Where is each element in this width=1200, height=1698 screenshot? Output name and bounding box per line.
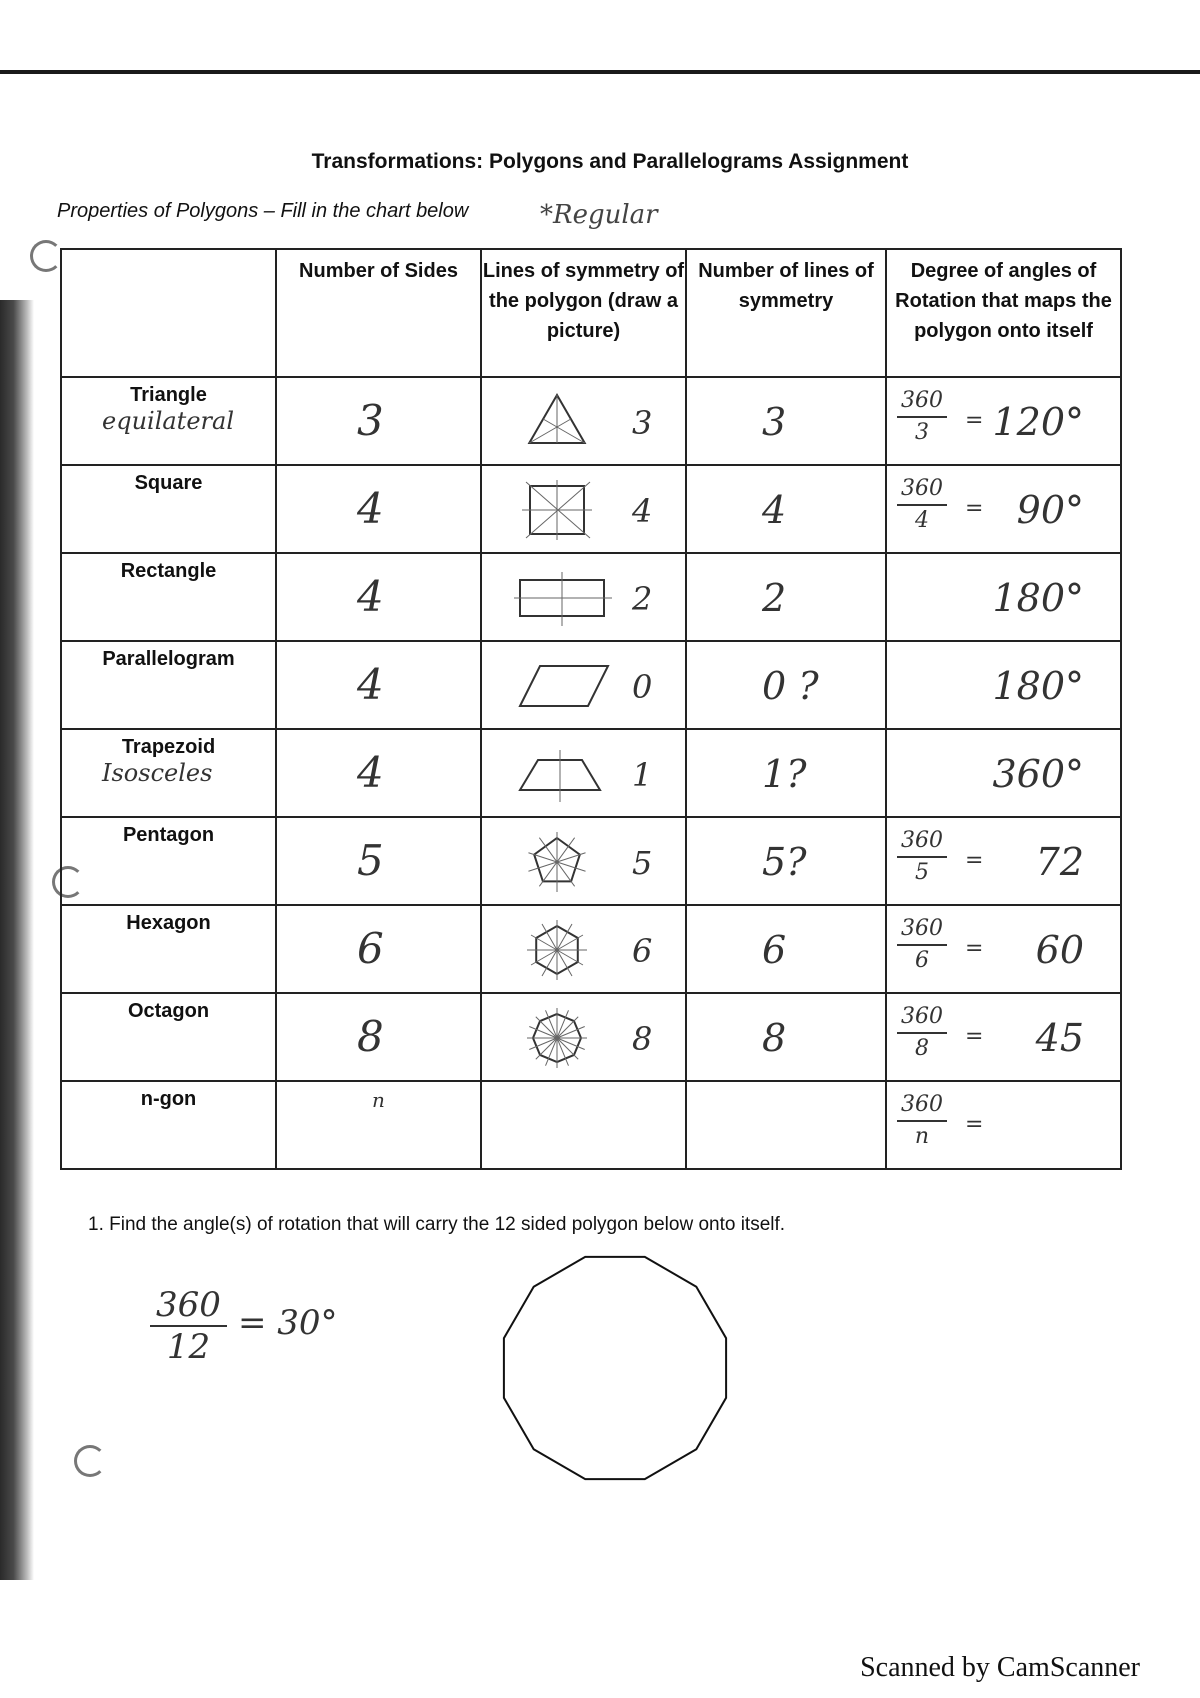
symmetry-drawing-cell <box>481 465 686 553</box>
drawn-lines-count: 2 <box>632 580 653 618</box>
sides-value: 3 <box>357 396 384 445</box>
shape-name: Square <box>134 472 203 494</box>
equals-sign: = <box>965 408 984 433</box>
sides-cell <box>276 905 481 993</box>
header-blank <box>61 249 276 377</box>
answer-denominator: 12 <box>166 1327 211 1367</box>
shape-cell <box>61 729 276 817</box>
rotation-result: 120° <box>992 400 1084 444</box>
symmetry-sketch <box>512 478 622 540</box>
fraction-numerator: 360 <box>897 826 947 858</box>
lines-count-cell <box>686 1081 886 1169</box>
header-rotation-degree: Degree of angles of Rotation that maps the polygon onto itself <box>886 249 1121 377</box>
drawn-lines-count: 4 <box>632 492 653 530</box>
table-row <box>61 817 1121 905</box>
scan-top-edge <box>0 70 1200 74</box>
shape-cell <box>61 465 276 553</box>
polygon-properties-table <box>60 248 1122 1170</box>
sides-value: 4 <box>357 484 384 533</box>
table-row <box>61 905 1121 993</box>
handwritten-regular-note: *Regular <box>540 200 658 230</box>
sides-cell <box>276 641 481 729</box>
symmetry-drawing-cell <box>481 905 686 993</box>
fraction-numerator: 360 <box>897 914 947 946</box>
rotation-cell <box>886 1081 1121 1169</box>
symmetry-drawing-cell <box>481 553 686 641</box>
scanner-watermark: Scanned by CamScanner <box>860 1652 1140 1683</box>
fraction-denominator: 8 <box>915 1036 929 1061</box>
lines-count-cell <box>686 817 886 905</box>
lines-count-cell <box>686 641 886 729</box>
question-1-answer <box>150 1285 338 1367</box>
sides-value: 4 <box>357 660 384 709</box>
lines-count-value: 8 <box>762 1016 787 1060</box>
table-row <box>61 377 1121 465</box>
table-row <box>61 465 1121 553</box>
rotation-cell <box>886 553 1121 641</box>
lines-count-value: 3 <box>762 400 787 444</box>
fraction-numerator: 360 <box>897 386 947 418</box>
symmetry-sketch <box>512 918 622 980</box>
shape-name: Hexagon <box>126 912 211 934</box>
shape-cell <box>61 905 276 993</box>
question-1: 1. Find the angle(s) of rotation that will carry the 12 sided polygon below onto itself. <box>88 1214 786 1235</box>
shape-note: equilateral <box>102 407 234 435</box>
rotation-cell <box>886 377 1121 465</box>
header-lines-of-symmetry: Lines of symmetry of the polygon (draw a picture) <box>481 249 686 377</box>
lines-count-cell <box>686 553 886 641</box>
rotation-fraction <box>897 826 947 888</box>
rotation-cell <box>886 729 1121 817</box>
table-row <box>61 641 1121 729</box>
rotation-cell <box>886 905 1121 993</box>
shape-name: Parallelogram <box>102 648 235 670</box>
drawn-lines-count: 0 <box>632 668 653 706</box>
rotation-fraction <box>897 914 947 976</box>
lines-count-value: 4 <box>762 488 787 532</box>
symmetry-drawing-cell <box>481 817 686 905</box>
fraction-denominator: 6 <box>915 948 929 973</box>
sides-cell <box>276 553 481 641</box>
equals-sign: = <box>965 848 984 873</box>
symmetry-sketch <box>512 390 622 452</box>
rotation-cell <box>886 641 1121 729</box>
rotation-fraction <box>897 386 947 448</box>
shape-name: Octagon <box>127 1000 210 1022</box>
shape-cell <box>61 641 276 729</box>
answer-numerator: 360 <box>150 1285 227 1327</box>
sides-value: 6 <box>357 924 384 973</box>
answer-result: = 30° <box>238 1303 338 1343</box>
sides-cell <box>276 993 481 1081</box>
shape-name: Triangle <box>130 384 207 406</box>
header-number-of-lines: Number of lines of symmetry <box>686 249 886 377</box>
shape-cell <box>61 377 276 465</box>
lines-count-value: 5? <box>762 840 807 884</box>
fraction-denominator: 4 <box>915 508 929 533</box>
lines-count-value: 1? <box>762 752 807 796</box>
table-row <box>61 993 1121 1081</box>
symmetry-sketch <box>512 830 622 892</box>
fraction-denominator: 5 <box>915 860 929 885</box>
rotation-fraction <box>897 1090 947 1152</box>
shape-name: Rectangle <box>120 560 217 582</box>
shape-name: n-gon <box>140 1088 197 1110</box>
shape-cell <box>61 993 276 1081</box>
fraction-numerator: 360 <box>897 1002 947 1034</box>
sides-value: 4 <box>357 748 384 797</box>
rotation-result: 90° <box>1016 488 1084 532</box>
equals-sign: = <box>965 1024 984 1049</box>
lines-count-value: 0 ? <box>762 664 819 708</box>
shape-name: Pentagon <box>122 824 215 846</box>
sides-cell <box>276 1081 481 1169</box>
table-row <box>61 553 1121 641</box>
fraction-numerator: 360 <box>897 1090 947 1122</box>
rotation-result: 180° <box>992 576 1084 620</box>
equals-sign: = <box>965 936 984 961</box>
drawn-lines-count: 3 <box>632 404 653 442</box>
table-row <box>61 729 1121 817</box>
rotation-fraction <box>897 474 947 536</box>
scan-left-shadow <box>0 300 34 1580</box>
symmetry-sketch <box>512 742 622 804</box>
sides-cell <box>276 465 481 553</box>
sides-value: 8 <box>357 1012 384 1061</box>
page-title: Transformations: Polygons and Parallelograms Assignment <box>311 150 909 173</box>
sides-value: n <box>372 1088 385 1112</box>
symmetry-sketch <box>512 566 622 628</box>
rotation-cell <box>886 465 1121 553</box>
dodecagon-figure <box>495 1248 735 1488</box>
rotation-result: 72 <box>1035 840 1084 884</box>
sides-cell <box>276 377 481 465</box>
lines-count-cell <box>686 465 886 553</box>
table-header-row <box>61 249 1121 377</box>
symmetry-drawing-cell <box>481 729 686 817</box>
rotation-result: 180° <box>992 664 1084 708</box>
rotation-cell <box>886 993 1121 1081</box>
punch-hole-top <box>30 240 62 272</box>
lines-count-cell <box>686 377 886 465</box>
drawn-lines-count: 1 <box>632 756 653 794</box>
sides-value: 4 <box>357 572 384 621</box>
shape-cell <box>61 817 276 905</box>
sides-cell <box>276 817 481 905</box>
rotation-cell <box>886 817 1121 905</box>
header-number-of-sides: Number of Sides <box>276 249 481 377</box>
drawn-lines-count: 5 <box>632 844 653 882</box>
rotation-fraction <box>897 1002 947 1064</box>
fraction-denominator: 3 <box>915 420 929 445</box>
punch-hole-bottom <box>74 1445 106 1477</box>
shape-name: Trapezoid <box>121 736 216 758</box>
table-row <box>61 1081 1121 1169</box>
symmetry-drawing-cell <box>481 1081 686 1169</box>
symmetry-sketch <box>512 654 622 716</box>
fraction-denominator: n <box>914 1124 930 1149</box>
symmetry-drawing-cell <box>481 641 686 729</box>
lines-count-cell <box>686 993 886 1081</box>
shape-cell <box>61 1081 276 1169</box>
shape-outline <box>520 666 608 706</box>
rotation-result: 45 <box>1035 1016 1084 1060</box>
lines-count-cell <box>686 729 886 817</box>
fraction-numerator: 360 <box>897 474 947 506</box>
equals-sign: = <box>965 496 984 521</box>
lines-count-cell <box>686 905 886 993</box>
equals-sign: = <box>965 1112 984 1137</box>
symmetry-drawing-cell <box>481 377 686 465</box>
sides-cell <box>276 729 481 817</box>
symmetry-sketch <box>512 1006 622 1068</box>
rotation-result: 360° <box>992 752 1084 796</box>
rotation-result: 60 <box>1035 928 1084 972</box>
lines-count-value: 2 <box>762 576 787 620</box>
lines-count-value: 6 <box>762 928 787 972</box>
sides-value: 5 <box>357 836 384 885</box>
symmetry-drawing-cell <box>481 993 686 1081</box>
shape-cell <box>61 553 276 641</box>
instructions: Properties of Polygons – Fill in the chart below <box>57 200 469 222</box>
shape-note: Isosceles <box>102 759 213 787</box>
drawn-lines-count: 8 <box>632 1020 653 1058</box>
drawn-lines-count: 6 <box>632 932 653 970</box>
